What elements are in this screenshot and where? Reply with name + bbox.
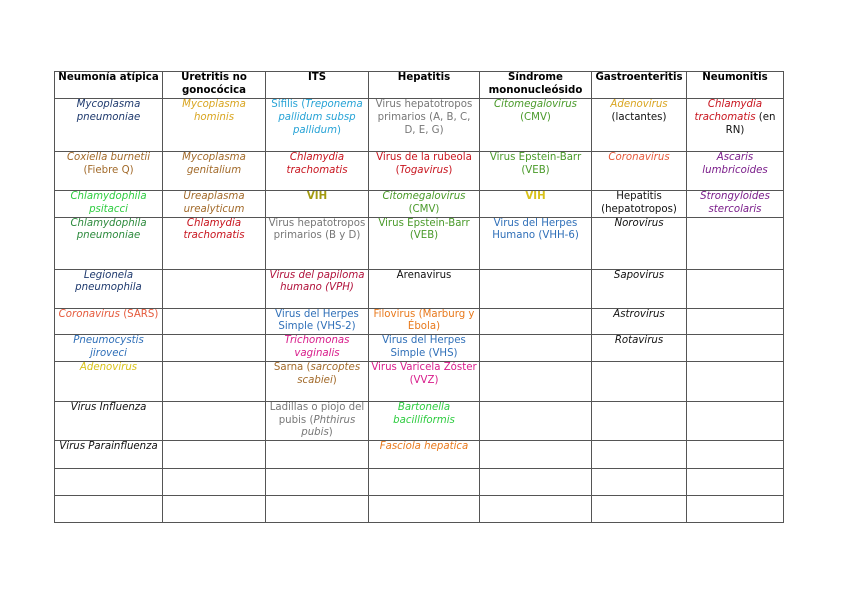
table-cell	[592, 217, 687, 269]
table-cell	[55, 308, 163, 335]
table-cell	[55, 441, 163, 469]
cell-text: Treponema pallidum subsp pallidum	[278, 99, 363, 136]
cell-text: Chlamydophila pneumoniae	[70, 217, 147, 242]
table-cell	[687, 217, 784, 269]
cell-text: (SARS)	[119, 308, 159, 320]
column-header: Uretritis no gonocócica	[163, 72, 266, 99]
table-cell	[369, 152, 480, 191]
table-cell	[163, 191, 266, 218]
header-row	[55, 72, 784, 99]
cell-text: VIH	[525, 191, 546, 202]
table-cell	[369, 401, 480, 440]
table-cell	[480, 217, 592, 269]
table-cell	[592, 269, 687, 308]
table-cell	[266, 152, 369, 191]
table-cell	[163, 217, 266, 269]
cell-text: Adenovirus	[610, 99, 668, 110]
cell-text: Ladillas o piojo del pubis (	[269, 401, 365, 426]
cell-text: Virus del Herpes Simple (VHS-2)	[275, 308, 359, 333]
cell-text: Coronavirus	[58, 308, 120, 320]
table-row	[55, 469, 784, 496]
table-cell	[687, 152, 784, 191]
cell-text: Sapovirus	[613, 269, 665, 281]
table-row	[55, 99, 784, 152]
table-cell	[369, 469, 480, 496]
table-cell	[55, 496, 163, 523]
cell-text: Rotavirus	[614, 335, 664, 347]
cell-text: Chlamydia trachomatis	[183, 217, 245, 242]
table-cell	[55, 269, 163, 308]
table-cell	[687, 335, 784, 362]
table-cell	[687, 361, 784, 401]
table-cell	[266, 441, 369, 469]
cell-text: Virus Influenza	[70, 401, 147, 413]
table-cell	[266, 335, 369, 362]
table-cell	[687, 401, 784, 440]
cell-text: sarcoptes scabiei	[297, 361, 361, 386]
table-cell	[55, 469, 163, 496]
table-cell	[163, 308, 266, 335]
table-cell	[55, 335, 163, 362]
table-row	[55, 308, 784, 335]
cell-text: Hepatitis (hepatotropos)	[601, 191, 677, 215]
cell-text: )	[448, 164, 453, 176]
cell-text: Chlamydia trachomatis	[694, 99, 763, 123]
table-cell	[480, 269, 592, 308]
table-row	[55, 335, 784, 362]
cell-text: Mycoplasma hominis	[182, 99, 246, 123]
cell-text: Sarna (	[273, 361, 311, 373]
table-cell	[592, 441, 687, 469]
table-row	[55, 269, 784, 308]
cell-text: Coxiella burnetii	[66, 152, 151, 163]
cell-text: )	[328, 427, 333, 439]
table-cell	[369, 217, 480, 269]
cell-text: )	[332, 374, 337, 386]
table-cell	[163, 335, 266, 362]
table-cell	[266, 308, 369, 335]
table-cell	[480, 401, 592, 440]
table-body	[55, 99, 784, 523]
cell-text: )	[337, 124, 342, 136]
cell-text: Virus del Herpes Simple (VHS)	[382, 335, 466, 359]
cell-text: Citomegalovirus	[382, 191, 466, 202]
table-cell	[480, 152, 592, 191]
column-header: Hepatitis	[369, 72, 480, 99]
column-header: ITS	[266, 72, 369, 99]
table-cell	[480, 496, 592, 523]
table-cell	[480, 308, 592, 335]
table-cell	[687, 469, 784, 496]
cell-text: Ureaplasma urealyticum	[183, 191, 245, 215]
cell-text: Astrovirus	[613, 308, 665, 320]
cell-text: Norovirus	[614, 217, 664, 229]
cell-text: Adenovirus	[79, 361, 138, 373]
table-cell	[266, 496, 369, 523]
column-header: Gastroenteritis	[592, 72, 687, 99]
cell-text: Phthirus pubis	[301, 414, 356, 439]
cell-text: Filovirus (Marburg y Ébola)	[373, 308, 475, 333]
table-cell	[163, 496, 266, 523]
table-row	[55, 401, 784, 440]
cell-text: Virus Varicela Zóster (VVZ)	[371, 361, 477, 386]
column-header: Neumonía atípica	[55, 72, 163, 99]
cell-text: Virus de la rubeola (	[376, 152, 472, 176]
table-cell	[163, 152, 266, 191]
table-cell	[592, 191, 687, 218]
table-cell	[480, 191, 592, 218]
table-cell	[592, 335, 687, 362]
cell-text: (lactantes)	[611, 111, 667, 123]
table-cell	[266, 469, 369, 496]
table-cell	[369, 269, 480, 308]
table-cell	[369, 308, 480, 335]
table-row	[55, 496, 784, 523]
cell-text: (CMV)	[520, 111, 551, 123]
table-cell	[480, 99, 592, 152]
table-cell	[592, 496, 687, 523]
table-cell	[592, 401, 687, 440]
cell-text: Coronavirus	[608, 152, 670, 163]
table-cell	[163, 469, 266, 496]
table-cell	[369, 335, 480, 362]
cell-text: Virus del Herpes Humano (VHH-6)	[492, 217, 579, 242]
cell-text: Togavirus	[399, 164, 449, 176]
table-cell	[266, 269, 369, 308]
table-cell	[266, 217, 369, 269]
cell-text: Chlamydia trachomatis	[286, 152, 348, 176]
cell-text: Strongyloides stercolaris	[700, 191, 770, 215]
table-cell	[592, 469, 687, 496]
table-cell	[480, 361, 592, 401]
table-cell	[266, 191, 369, 218]
table-cell	[369, 441, 480, 469]
table-row	[55, 217, 784, 269]
cell-text: (Fiebre Q)	[83, 164, 134, 176]
table-cell	[687, 269, 784, 308]
disease-pathogen-table	[54, 71, 784, 523]
table-cell	[687, 191, 784, 218]
table-cell	[55, 152, 163, 191]
table-cell	[163, 441, 266, 469]
cell-text: Trichomonas vaginalis	[284, 335, 350, 359]
table-cell	[55, 191, 163, 218]
table-cell	[592, 308, 687, 335]
table-cell	[687, 441, 784, 469]
table-cell	[266, 361, 369, 401]
table-cell	[369, 361, 480, 401]
cell-text: Mycoplasma genitalium	[182, 152, 246, 176]
cell-text: Bartonella bacilliformis	[393, 401, 455, 426]
cell-text: Legionela pneumophila	[75, 269, 142, 294]
cell-text: Citomegalovirus	[494, 99, 577, 110]
table-cell	[592, 152, 687, 191]
cell-text: Virus Epstein-Barr (VEB)	[489, 152, 582, 176]
cell-text: Virus hepatotropos primarios (B y D)	[268, 217, 366, 242]
table-cell	[55, 361, 163, 401]
table-cell	[369, 191, 480, 218]
table-cell	[369, 99, 480, 152]
cell-text: Pneumocystis jiroveci	[73, 335, 144, 359]
table-cell	[163, 99, 266, 152]
cell-text: Virus Epstein-Barr (VEB)	[378, 217, 470, 242]
table-row	[55, 191, 784, 218]
table-cell	[266, 401, 369, 440]
cell-text: Virus Parainfluenza	[59, 441, 158, 453]
cell-text: Arenavirus	[396, 269, 452, 281]
table-cell	[480, 335, 592, 362]
cell-text: Virus del papiloma humano (VPH)	[269, 269, 365, 294]
cell-text: Fasciola hepatica	[379, 441, 469, 453]
cell-text: Sífilis (	[271, 99, 306, 110]
table-cell	[266, 99, 369, 152]
table-cell	[55, 401, 163, 440]
cell-text: Mycoplasma pneumoniae	[76, 99, 141, 123]
table-cell	[163, 361, 266, 401]
table-row	[55, 152, 784, 191]
table-row	[55, 361, 784, 401]
table-cell	[163, 269, 266, 308]
cell-text: Chlamydophila psitacci	[70, 191, 147, 215]
cell-text: (CMV)	[408, 203, 440, 215]
cell-text: VIH	[306, 191, 328, 202]
table-row	[55, 441, 784, 469]
table-cell	[592, 99, 687, 152]
table-cell	[687, 496, 784, 523]
table-cell	[480, 469, 592, 496]
table-cell	[687, 308, 784, 335]
table-cell	[687, 99, 784, 152]
table-cell	[480, 441, 592, 469]
table-cell	[592, 361, 687, 401]
cell-text: Virus hepatotropos primarios (A, B, C, D, E, G)	[375, 99, 473, 136]
table-cell	[55, 99, 163, 152]
cell-text: Ascaris lumbricoides	[702, 152, 768, 176]
table-cell	[163, 401, 266, 440]
column-header: Neumonitis	[687, 72, 784, 99]
column-header: Síndrome mononucleósido	[480, 72, 592, 99]
table-cell	[369, 496, 480, 523]
table-cell	[55, 217, 163, 269]
cell-text: (en RN)	[725, 111, 776, 136]
